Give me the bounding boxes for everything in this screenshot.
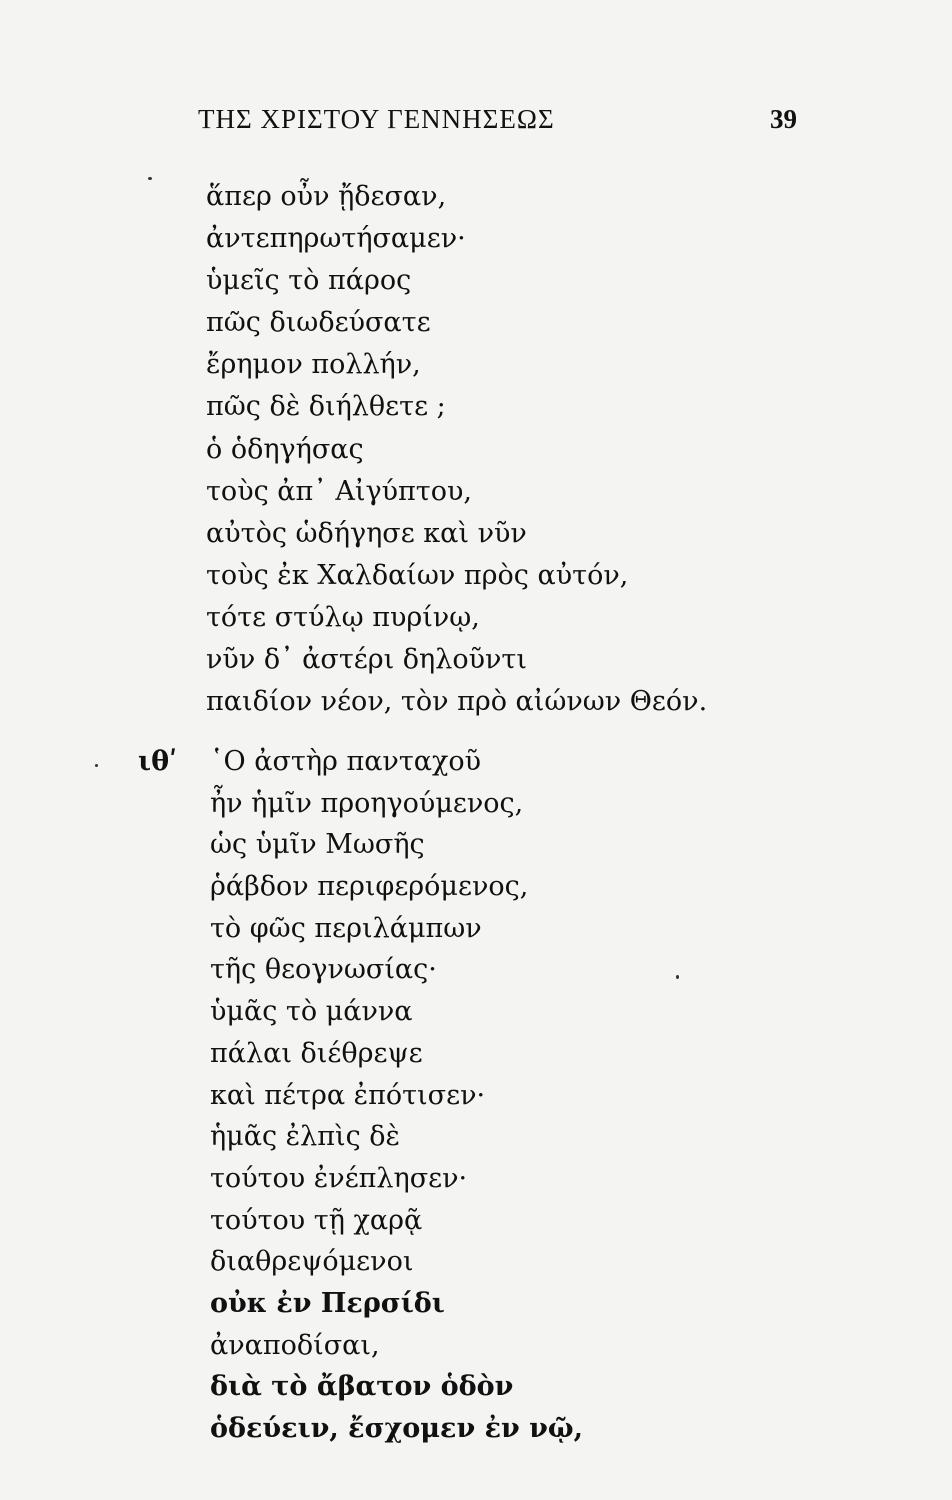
verse-line: πῶς διωδεύσατε <box>206 307 431 339</box>
stanza <box>0 741 952 1450</box>
verse-line: ὡς ὑμῖν Μωσῆς <box>210 829 425 861</box>
verse-line: ῥάβδον περιφερόμενος, <box>210 871 529 903</box>
page-number: 39 <box>770 104 797 134</box>
stanza-number: ιθʹ <box>138 746 178 777</box>
verse-line: οὐκ ἐν Περσίδι <box>210 1287 445 1319</box>
verse-line: τῆς θεογνωσίας· <box>210 954 437 986</box>
verse-line: ἡμᾶς ἐλπὶς δὲ <box>210 1121 401 1153</box>
verse-line: πῶς δὲ διήλθετε ; <box>206 391 446 423</box>
verse-line: διαθρεψόμενοι <box>210 1246 414 1278</box>
verse-line: νῦν δ᾿ ἀστέρι δηλοῦντι <box>206 644 527 676</box>
verse-line: ῾Ο ἀστὴρ πανταχοῦ <box>210 746 482 777</box>
verse-line: ἀντεπηρωτήσαμεν· <box>206 223 466 255</box>
verse-line: ἦν ἡμῖν προηγούμενος, <box>210 787 524 819</box>
stanza <box>0 176 952 723</box>
verse-line: τοὺς ἀπ᾿ Αἰγύπτου, <box>206 475 472 507</box>
verse-line: τούτου τῇ χαρᾷ <box>210 1204 423 1236</box>
verse-line: πάλαι διέθρεψε <box>210 1037 423 1069</box>
verse-line: τὸ φῶς περιλάμπων <box>210 912 482 944</box>
running-head: ΤΗΣ ΧΡΙΣΤΟΥ ΓΕΝΝΗΣΕΩΣ <box>198 104 555 134</box>
verse-line: καὶ πέτρα ἐπότισεν· <box>210 1079 486 1111</box>
verse-line: παιδίον νέον, τὸν πρὸ αἰώνων Θεόν. <box>206 686 708 718</box>
verse-line: ἅπερ οὖν ᾔδεσαν, <box>206 181 447 212</box>
verse-line: ὁδεύειν, ἔσχομεν ἐν νῷ, <box>210 1413 583 1444</box>
verse-line: ὑμᾶς τὸ μάννα <box>210 996 413 1028</box>
verse-line: τοὺς ἐκ Χαλδαίων πρὸς αὐτόν, <box>206 559 629 591</box>
verse-line: τούτου ἐνέπλησεν· <box>210 1162 468 1194</box>
verse-line: ὁ ὁδηγήσας <box>206 433 364 465</box>
verse-line: τότε στύλῳ πυρίνῳ, <box>206 601 480 633</box>
verse-line: ἀναποδίσαι, <box>210 1329 380 1361</box>
verse-line: ὑμεῖς τὸ πάρος <box>206 265 412 297</box>
verse-line: ἔρημον πολλήν, <box>206 349 421 381</box>
verse-line: αὐτὸς ὡδήγησε καὶ νῦν <box>206 517 527 549</box>
verse-line: διὰ τὸ ἄβατον ὁδὸν <box>210 1371 514 1403</box>
